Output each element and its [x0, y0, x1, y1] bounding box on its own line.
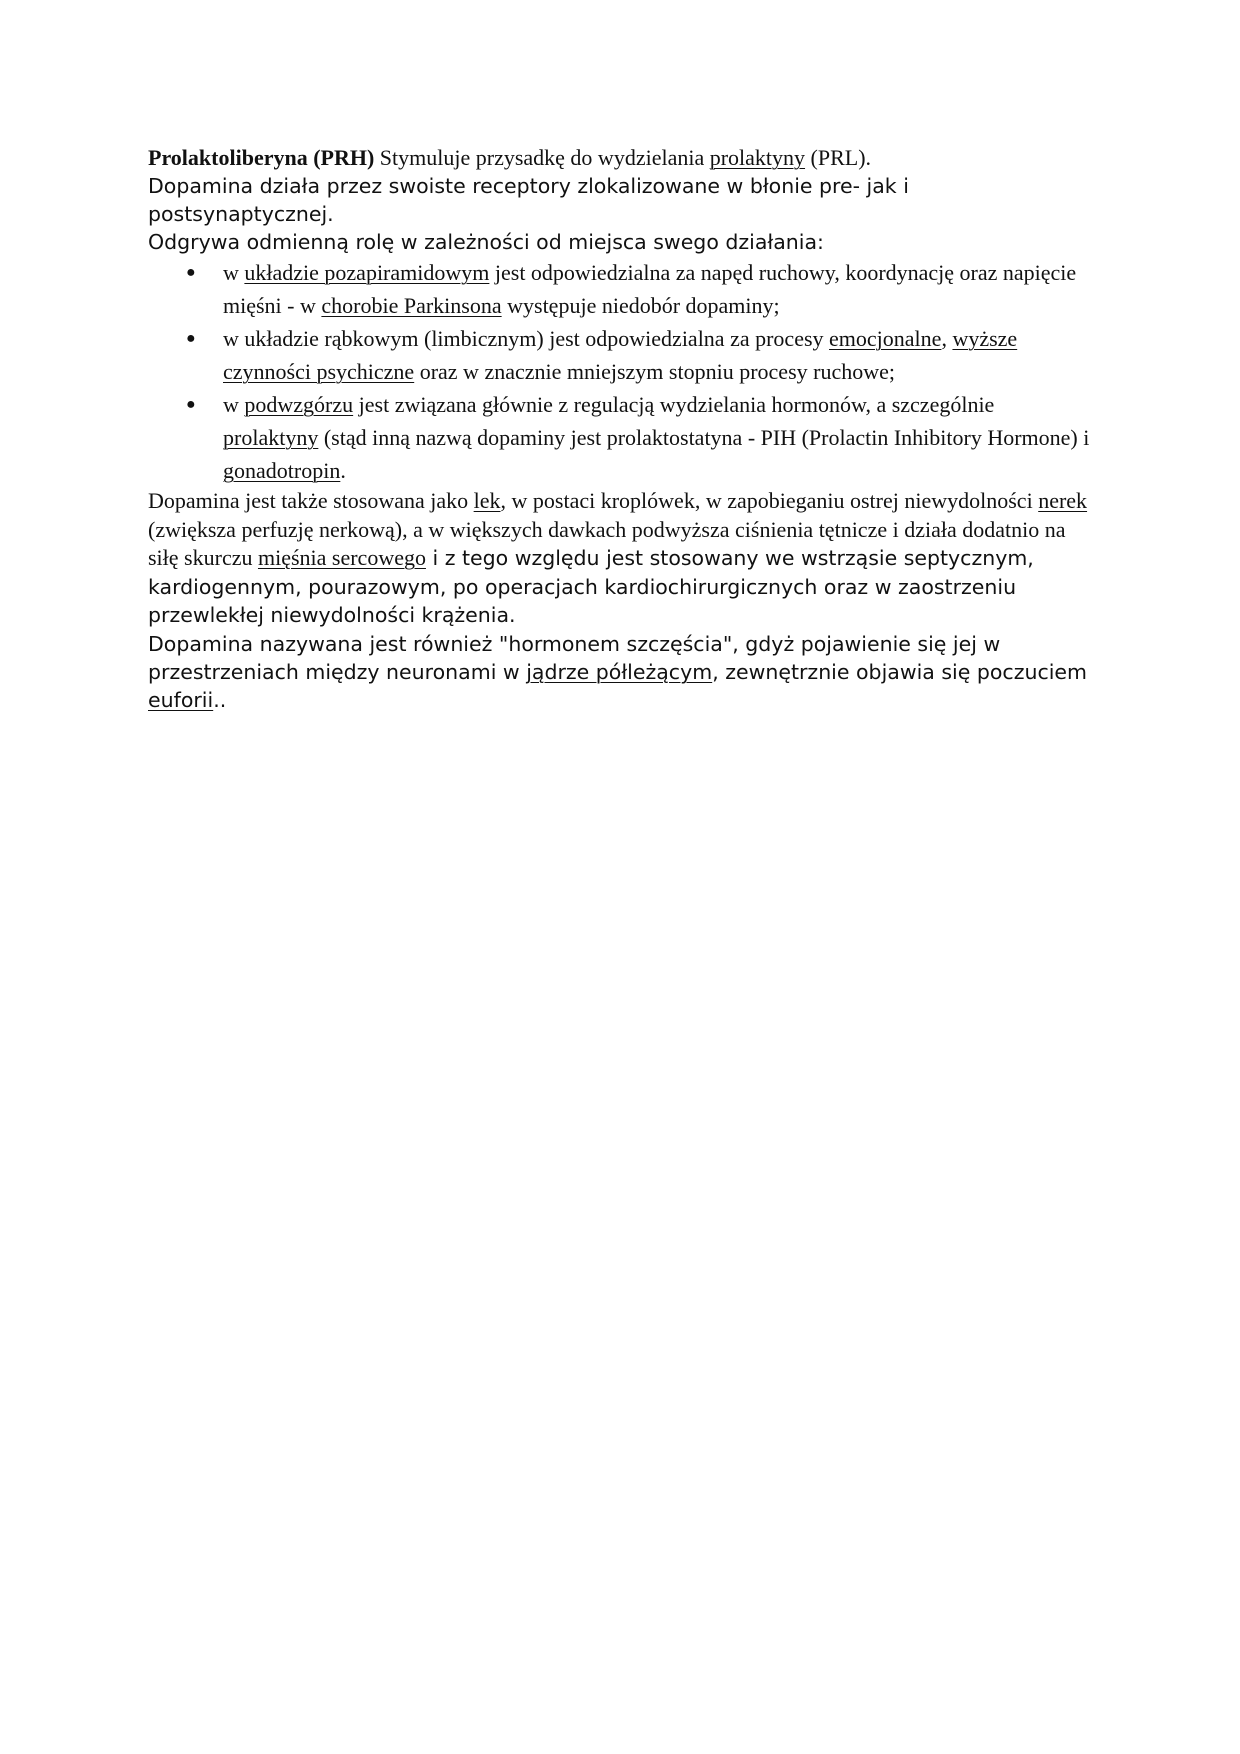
bullet-text: oraz w znacznie mniejszym stopniu procesy ruchowe;: [414, 359, 895, 384]
link-wyzsze-czynnosci[interactable]: wyższe czynności psychiczne: [223, 326, 1018, 384]
paragraph-text: , w postaci kroplówek, w zapobieganiu ostrej niewydolności: [500, 488, 1039, 513]
bullet-item: [148, 256, 1092, 322]
bullet-item: [148, 388, 1092, 487]
paragraph-happiness: [148, 630, 1092, 714]
intro-paragraph: [148, 144, 1092, 172]
bullet-text: (stąd inną nazwą dopaminy jest prolaktostatyna - PIH (Prolactin Inhibitory Hormone) i: [318, 425, 1090, 450]
link-choroba-parkinsona[interactable]: chorobie Parkinsona: [321, 293, 502, 318]
bullet-text: jest związana głównie z regulacją wydzielania hormonów, a szczególnie: [353, 392, 995, 417]
link-lek[interactable]: lek: [473, 488, 501, 513]
link-podwzgorze[interactable]: podwzgórzu: [244, 392, 354, 417]
paragraph-uses: [148, 487, 1092, 630]
bullet-text: jest odpowiedzialna za napęd ruchowy, koordynację oraz napięcie mięśni - w: [223, 260, 1077, 318]
bullet-text: ,: [941, 326, 953, 351]
paragraph-text: ..: [213, 687, 227, 712]
link-miesnia-sercowego[interactable]: mięśnia sercowego: [257, 545, 426, 570]
intro-line-2: Dopamina działa przez swoiste receptory zlokalizowane w błonie pre- jak i postsynaptycznej.: [148, 174, 909, 226]
paragraph-text: Dopamina jest także stosowana jako: [148, 488, 474, 513]
bullet-text: .: [340, 458, 346, 483]
paragraph-text: , zewnętrznie objawia się poczuciem: [712, 659, 1087, 684]
link-euforii[interactable]: euforii: [148, 687, 214, 712]
bullet-dot-icon: ●: [186, 396, 196, 413]
link-uklad-pozapiramidowy[interactable]: układzie pozapiramidowym: [244, 260, 490, 285]
link-gonadotropin[interactable]: gonadotropin: [223, 458, 341, 483]
bullet-list: [148, 256, 1092, 487]
bullet-text: w układzie rąbkowym (limbicznym) jest odpowiedzialna za procesy: [223, 326, 830, 351]
intro-text-2: (PRL).: [805, 145, 872, 170]
paragraph-text: i z tego względu jest stosowany we wstrząsie septycznym, kardiogennym, pourazowym, po operacjach kardiochirurgicznych oraz w zaostrzeniu przewlekłej niewydolności krążenia.: [148, 546, 1034, 627]
link-nerek[interactable]: nerek: [1038, 488, 1088, 513]
paragraph-text: Dopamina nazywana jest również "hormonem szczęścia", gdyż pojawienie się jej w przestrzeniach między neuronami w: [148, 631, 1001, 684]
heading-term: Prolaktoliberyna (PRH): [148, 145, 375, 170]
link-prolaktyny[interactable]: prolaktyny: [709, 145, 806, 170]
document-body: [148, 144, 1092, 714]
bullet-text: w: [223, 392, 245, 417]
bullet-dot-icon: ●: [186, 330, 196, 347]
intro-line-3: Odgrywa odmienną rolę w zależności od miejsca swego działania:: [148, 230, 824, 254]
bullet-dot-icon: ●: [186, 264, 196, 281]
link-jadro-polezace[interactable]: jądrze półleżącym: [526, 659, 713, 684]
bullet-text: w: [223, 260, 245, 285]
bullet-item: [148, 322, 1092, 388]
paragraph-text: (zwiększa perfuzję nerkową), a w większych dawkach podwyższa ciśnienia tętnicze i działa dodatnio na siłę skurczu: [148, 516, 1066, 570]
bullet-text: występuje niedobór dopaminy;: [501, 293, 780, 318]
intro-text-1: Stymuluje przysadkę do wydzielania: [374, 145, 710, 170]
link-emocjonalne[interactable]: emocjonalne: [829, 326, 942, 351]
link-prolaktyny-2[interactable]: prolaktyny: [223, 425, 319, 450]
